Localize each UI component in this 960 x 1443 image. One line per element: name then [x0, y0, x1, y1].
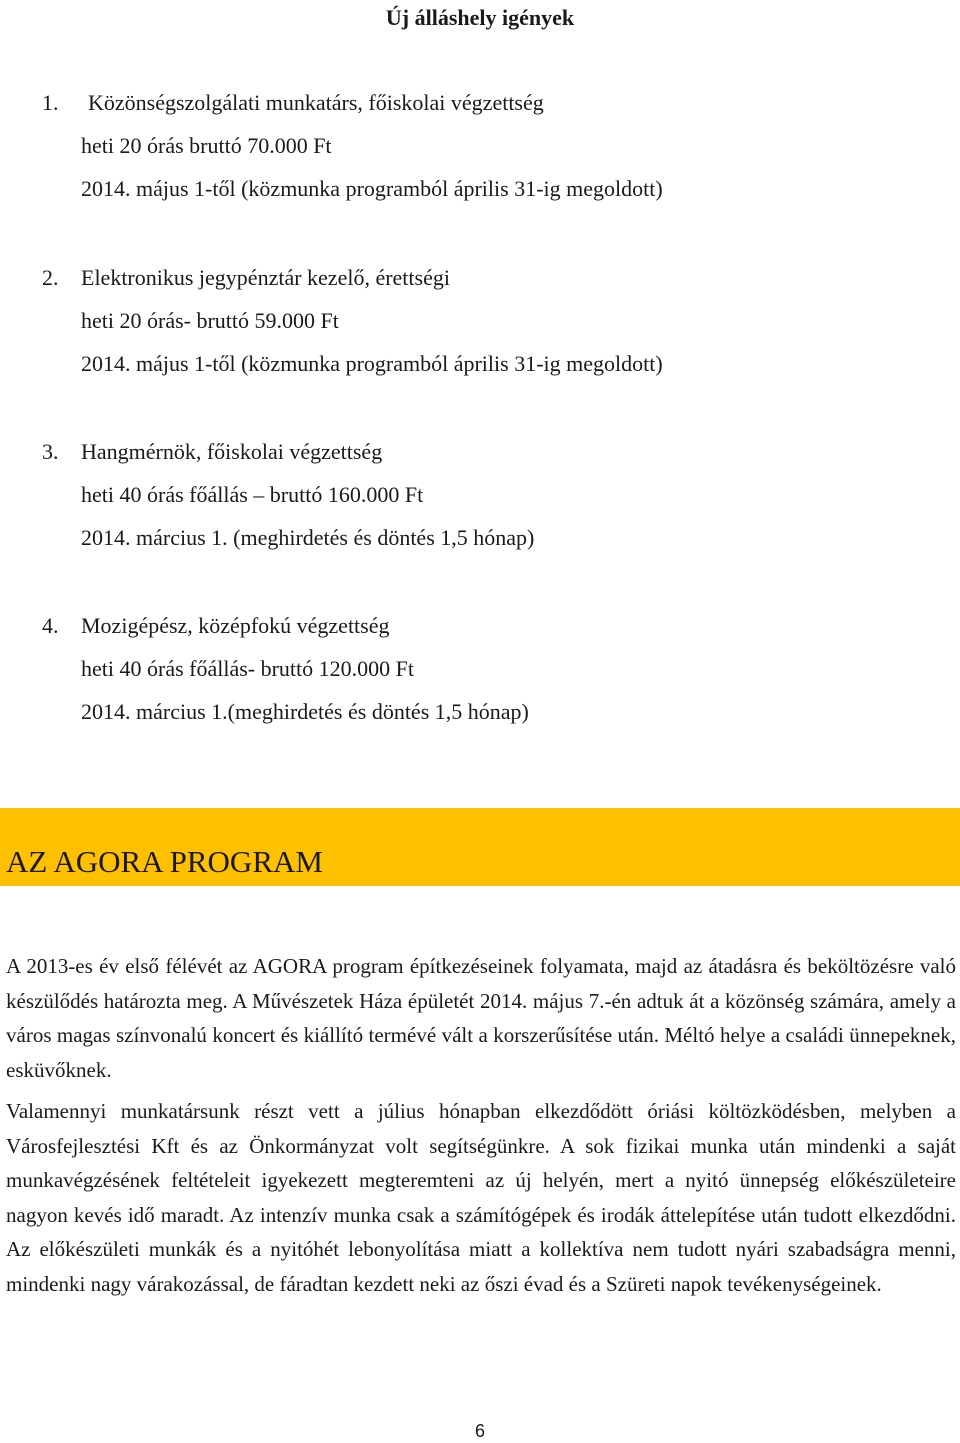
job-number: 3. [42, 439, 59, 464]
job-item-4 [0, 604, 960, 733]
page-title: Új álláshely igények [385, 5, 575, 30]
job-item-1 [0, 81, 960, 210]
paragraph-agora-intro: A 2013-es év első félévét az AGORA program építkezéseinek folyamata, majd az átadásra és beköltözésre való készülődés határozta meg. A Művészetek Háza épületét 2014. május 7.-én adtuk át a közönség számára, amely a város magas színvonalú koncert és kiállító termévé vált a korszerűsítése után. Méltó helye a családi ünnepeknek, esküvőknek. [6, 954, 956, 1082]
job-title: Közönségszolgálati munkatárs, főiskolai végzettség [88, 90, 544, 115]
job-title: Hangmérnök, főiskolai végzettség [81, 439, 383, 464]
job-title: Elektronikus jegypénztár kezelő, érettségi [81, 265, 450, 290]
job-number: 2. [42, 265, 59, 290]
job-title: Mozigépész, középfokú végzettség [81, 613, 390, 638]
job-detail-salary: heti 40 órás főállás – bruttó 160.000 Ft [81, 482, 424, 507]
job-detail-date: 2014. május 1-től (közmunka programból április 31-ig megoldott) [81, 351, 663, 376]
job-detail-salary: heti 40 órás főállás- bruttó 120.000 Ft [81, 656, 415, 681]
page-number: 6 [474, 1421, 485, 1441]
job-number: 4. [42, 613, 59, 638]
job-item-3 [0, 430, 960, 559]
paragraph-relocation: Valamennyi munkatársunk részt vett a július hónapban elkezdődött óriási költözködésben, melyben a Városfejlesztési Kft és az Önkormányzat volt segítségünkre. A sok fizikai munka után mindenki a saját munkavégzésének feltételeit igyekezett megteremteni az új helyén, mert a nyitó ünnepség előkészületeire nagyon kevés idő maradt. Az intenzív munka csak a számítógépek és irodák áttelepítése után tudott elkezdődni. Az előkészületi munkák és a nyitóhét lebonyolítása miatt a kollektíva nem tudott nyári szabadságra menni, mindenki nagy várakozással, de fáradtan kezdett neki az őszi évad és a Szüreti napok tevékenységeinek. [6, 1099, 956, 1296]
job-detail-salary: heti 20 órás- bruttó 59.000 Ft [81, 308, 339, 333]
section-heading: AZ AGORA PROGRAM [6, 844, 323, 879]
job-detail-salary: heti 20 órás bruttó 70.000 Ft [81, 133, 332, 158]
job-detail-date: 2014. május 1-től (közmunka programból április 31-ig megoldott) [81, 176, 663, 201]
job-number: 1. [42, 90, 59, 115]
job-detail-date: 2014. március 1.(meghirdetés és döntés 1,5 hónap) [81, 699, 529, 724]
job-detail-date: 2014. március 1. (meghirdetés és döntés 1,5 hónap) [81, 525, 535, 550]
job-item-2 [0, 256, 960, 385]
